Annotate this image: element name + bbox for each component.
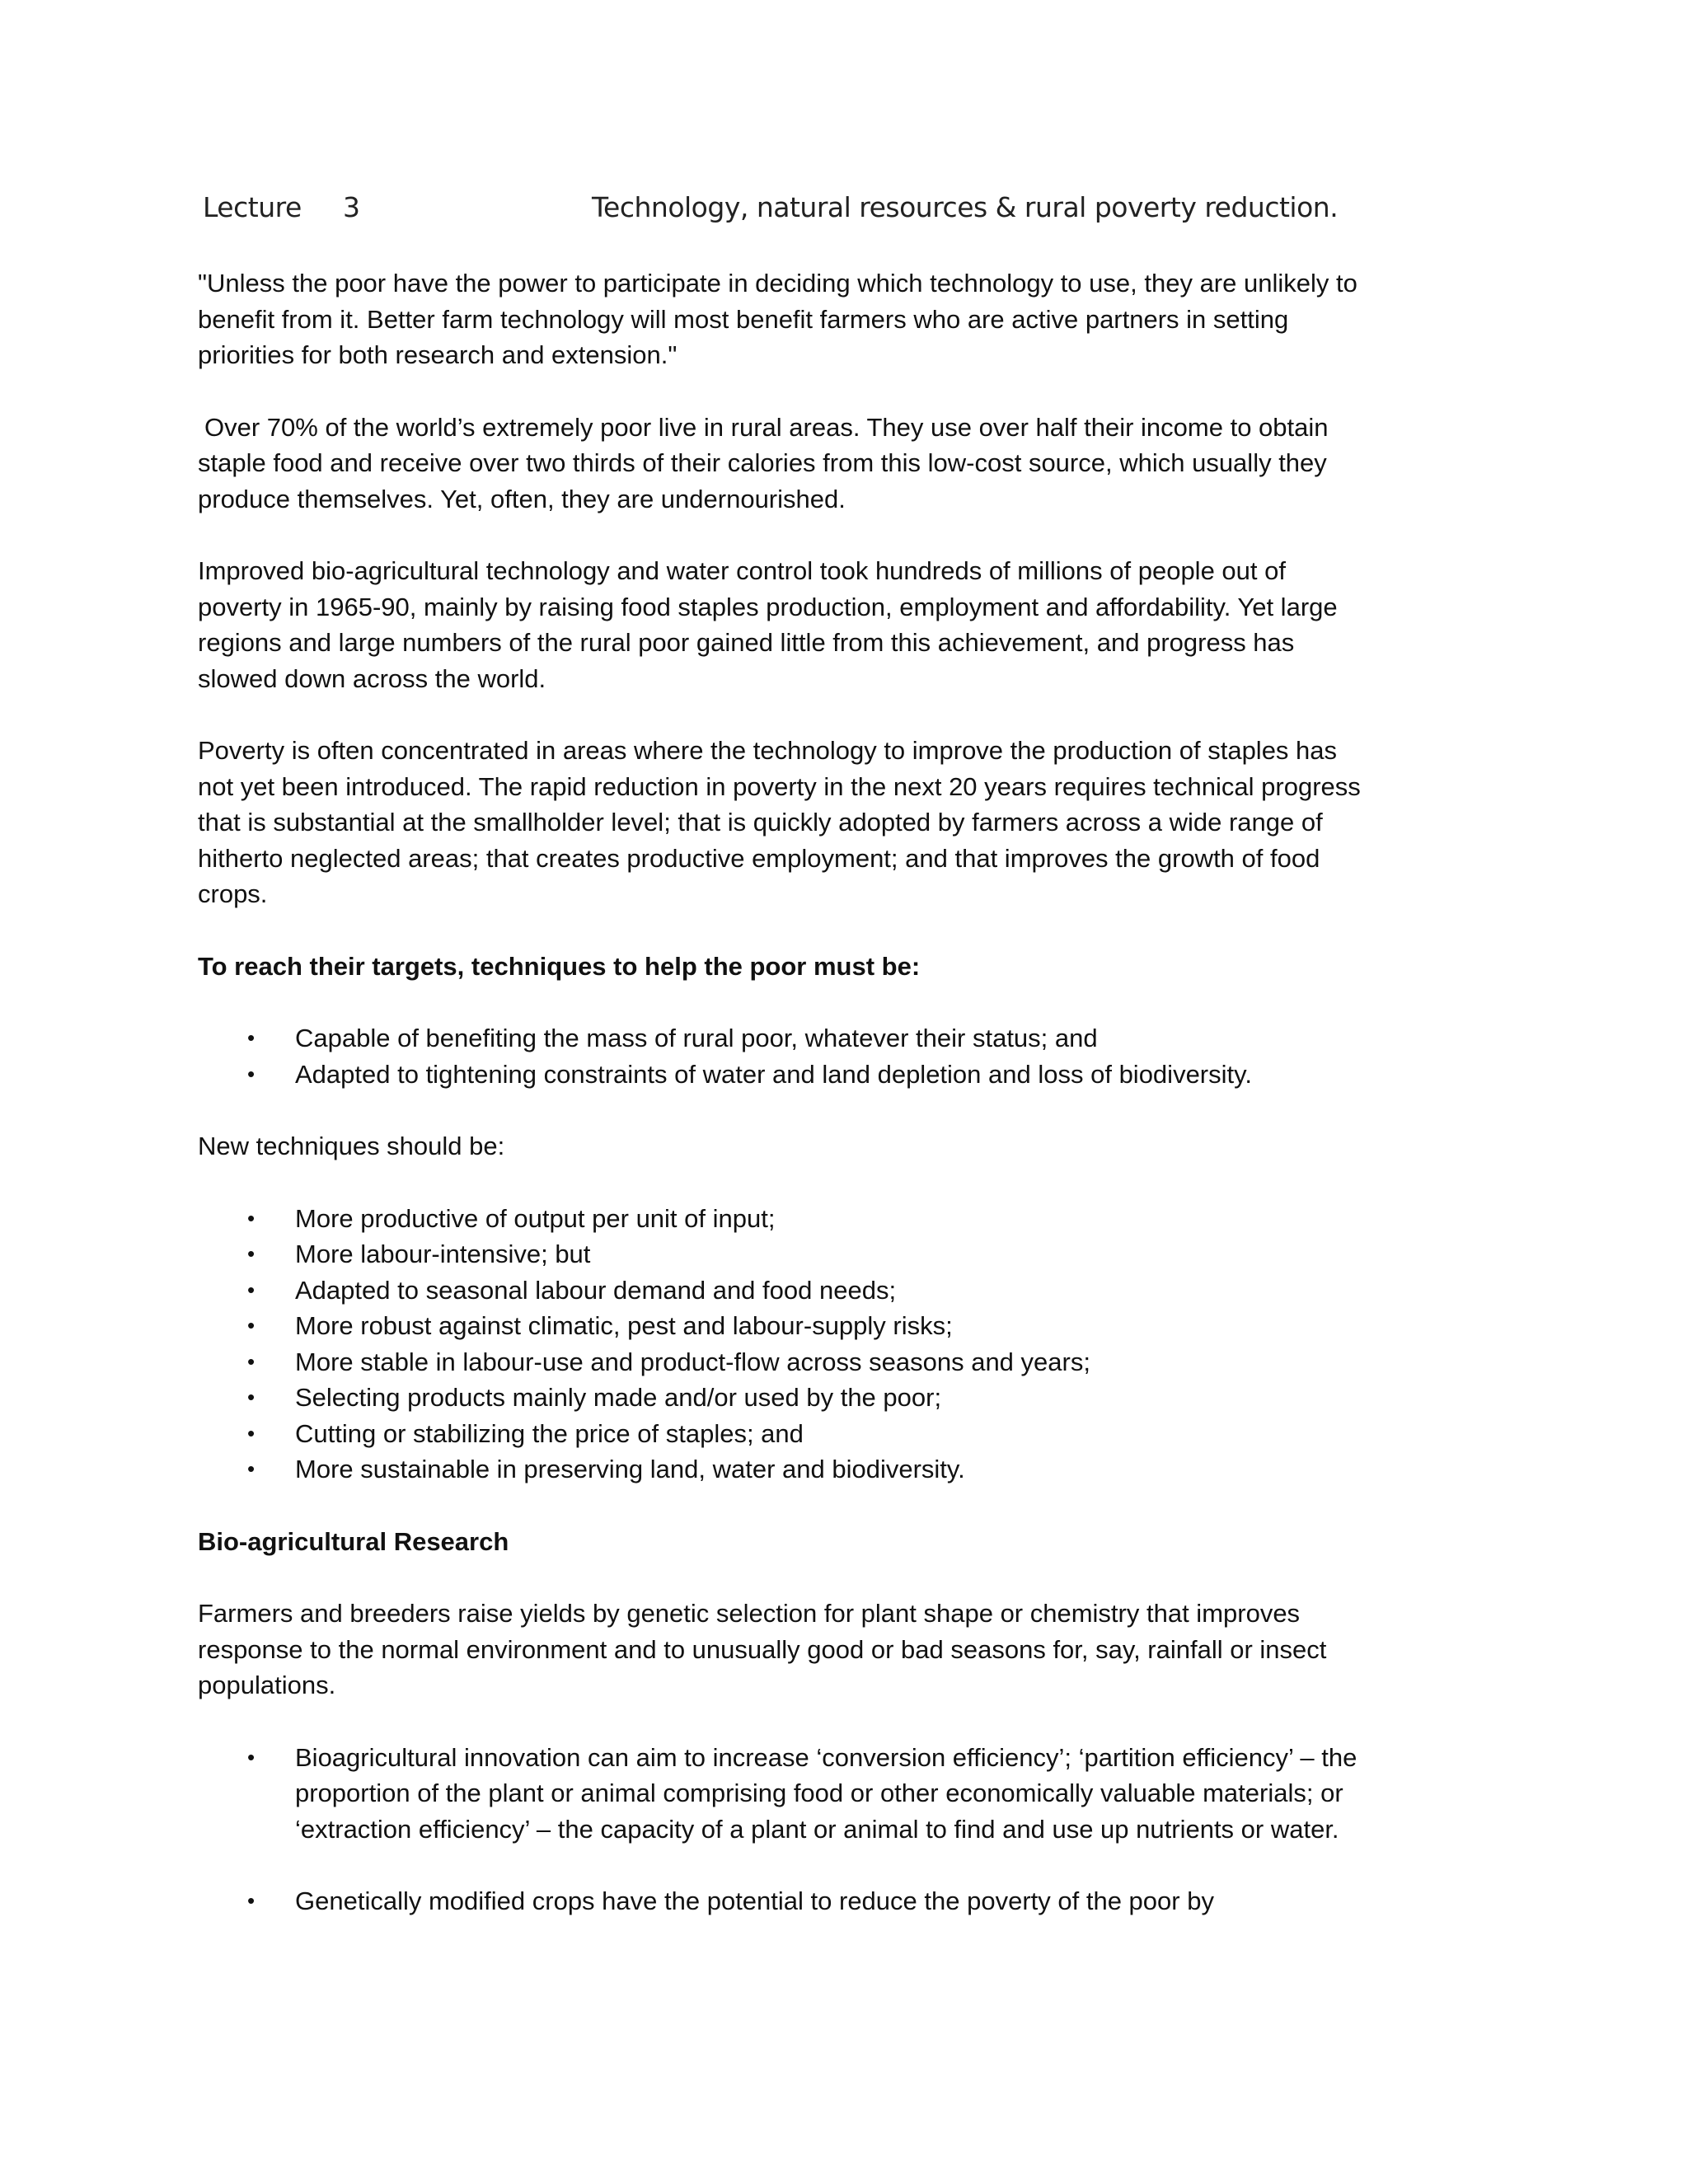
list-item <box>198 1344 1368 1380</box>
list-item <box>198 1308 1368 1344</box>
lecture-label: Lecture <box>203 191 302 223</box>
document-body <box>198 265 1368 1956</box>
list-item <box>198 1416 1368 1452</box>
list-item-text: Adapted to tightening constraints of water and land depletion and loss of biodiversity. <box>295 1059 1252 1089</box>
list-item <box>198 1057 1368 1093</box>
bullet-icon: • <box>247 1744 256 1769</box>
bullet-icon: • <box>247 1241 256 1266</box>
bullet-icon: • <box>247 1348 256 1374</box>
bullet-icon: • <box>247 1205 256 1230</box>
list-item-text: Selecting products mainly made and/or used by the poor; <box>295 1383 942 1412</box>
list-item <box>198 1451 1368 1488</box>
bullet-icon: • <box>247 1313 256 1338</box>
list-item-text: Capable of benefiting the mass of rural poor, whatever their status; and <box>295 1024 1098 1052</box>
list-item <box>198 1201 1368 1237</box>
list-item-text: More robust against climatic, pest and labour-supply risks; <box>295 1311 953 1340</box>
list-item-text: Bioagricultural innovation can aim to increase ‘conversion efficiency’; ‘partition efficiency’ – the proportion of the plant or animal comprising food or other economically valuable materials; or ‘extraction efficiency’ – the capacity of a plant or animal to find and use up nutrients or water. <box>295 1742 1357 1844</box>
paragraph-poverty-concentration: Poverty is often concentrated in areas where the technology to improve the production of staples has not yet been introduced. The rapid reduction in poverty in the next 20 years requires technical progress that is substantial at the smallholder level; that is quickly adopted by farmers across a wide range of hitherto neglected areas; that creates productive employment; and that improves the growth of food crops. <box>198 736 1361 908</box>
targets-list <box>198 1020 1368 1092</box>
list-item <box>198 1740 1368 1848</box>
list-item <box>198 1883 1368 1919</box>
new-techniques-list <box>198 1201 1368 1488</box>
list-item <box>198 1020 1368 1057</box>
paragraph-bio-technology: Improved bio-agricultural technology and water control took hundreds of millions of people out of poverty in 1965-90, mainly by raising food staples production, employment and affordability. Yet large regions and large numbers of the rural poor gained little from this achievement, and progress has slowed down across the world. <box>198 556 1338 693</box>
lecture-header <box>203 191 1373 241</box>
list-item <box>198 1272 1368 1309</box>
list-item-text: More sustainable in preserving land, water and biodiversity. <box>295 1455 965 1483</box>
bio-research-intro: Farmers and breeders raise yields by genetic selection for plant shape or chemistry that improves response to the normal environment and to unusually good or bad seasons for, say, rainfall or insect populations. <box>198 1599 1327 1699</box>
lecture-title: Technology, natural resources & rural poverty reduction. <box>592 191 1339 223</box>
opening-quote: "Unless the poor have the power to participate in deciding which technology to use, they are unlikely to benefit from it. Better farm technology will most benefit farmers who are active partners in setting priorities for both research and extension." <box>198 269 1357 369</box>
bio-research-heading: Bio-agricultural Research <box>198 1526 509 1556</box>
bullet-icon: • <box>247 1061 256 1086</box>
paragraph-rural-poor: Over 70% of the world’s extremely poor live in rural areas. They use over half their income to obtain staple food and receive over two thirds of their calories from this low-cost source, which usually they produce themselves. Yet, often, they are undernourished. <box>198 412 1329 513</box>
bullet-icon: • <box>247 1888 256 1913</box>
bullet-icon: • <box>247 1025 256 1050</box>
list-item <box>198 1236 1368 1272</box>
list-item <box>198 1380 1368 1416</box>
list-item-text: Adapted to seasonal labour demand and food needs; <box>295 1275 897 1305</box>
targets-heading: To reach their targets, techniques to help the poor must be: <box>198 951 921 981</box>
bullet-icon: • <box>247 1277 256 1302</box>
list-item-text: More productive of output per unit of input; <box>295 1203 776 1233</box>
new-techniques-heading: New techniques should be: <box>198 1132 505 1160</box>
list-item-text: Genetically modified crops have the potential to reduce the poverty of the poor by <box>295 1886 1214 1915</box>
bullet-icon: • <box>247 1385 256 1409</box>
list-item-text: More labour-intensive; but <box>295 1240 591 1268</box>
bio-research-list <box>198 1740 1368 1919</box>
list-item-text: More stable in labour-use and product-flow across seasons and years; <box>295 1347 1090 1376</box>
bullet-icon: • <box>247 1456 256 1481</box>
lecture-number: 3 <box>343 191 360 223</box>
bullet-icon: • <box>247 1420 256 1446</box>
list-item-text: Cutting or stabilizing the price of staples; and <box>295 1418 804 1448</box>
